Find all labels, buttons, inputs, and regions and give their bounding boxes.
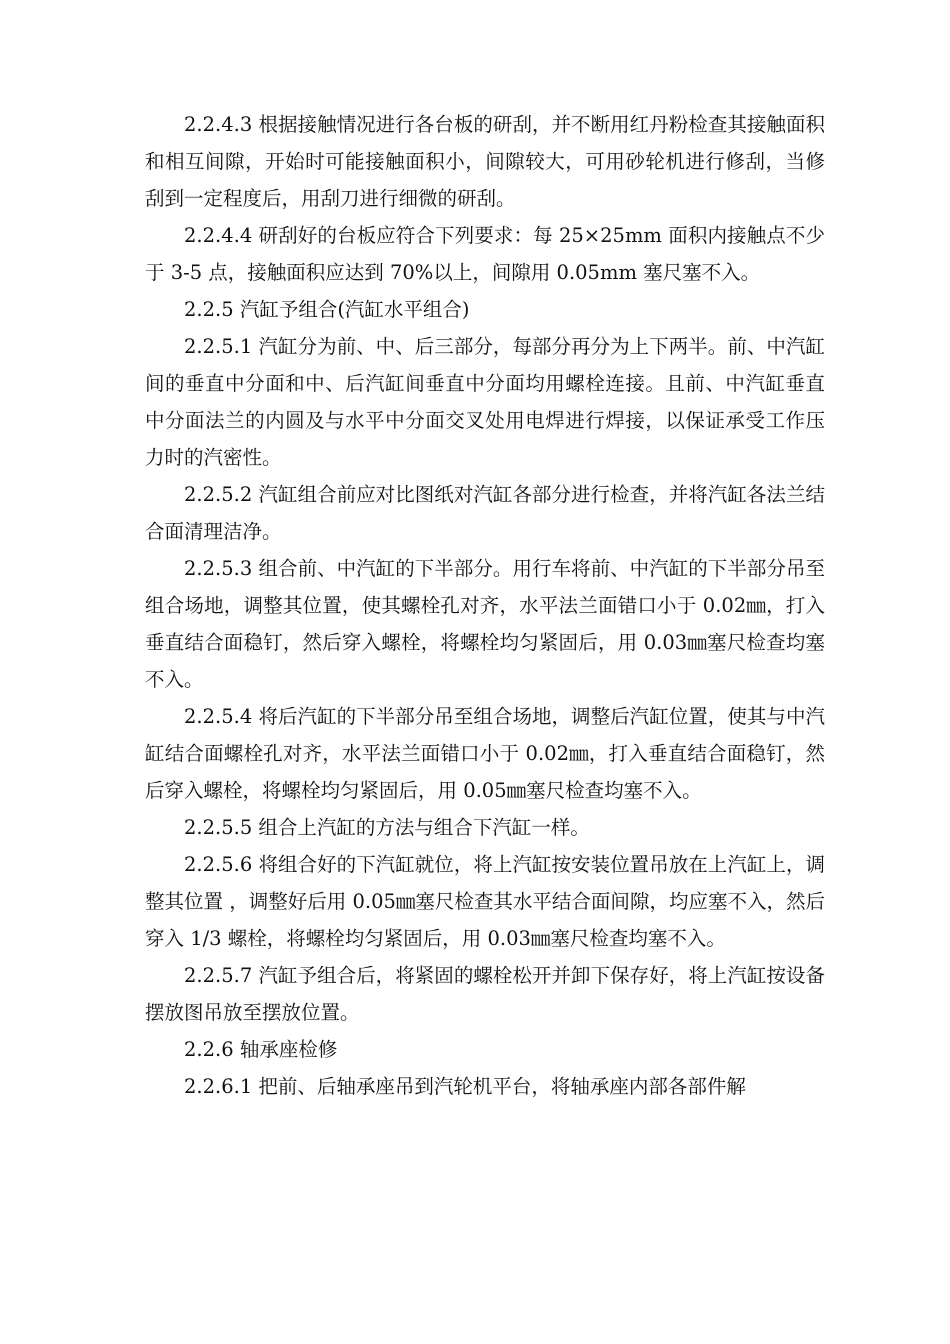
paragraph-2-2-5-2: 2.2.5.2 汽缸组合前应对比图纸对汽缸各部分进行检查，并将汽缸各法兰结合面清理洁净。 [145, 483, 825, 543]
paragraph-2-2-4-4: 2.2.4.4 研刮好的台板应符合下列要求：每 25×25mm 面积内接触点不少于 3-5 点，接触面积应达到 70%以上，间隙用 0.05mm 塞尺塞不入。 [145, 224, 825, 284]
paragraph-2-2-5-6: 2.2.5.6 将组合好的下汽缸就位，将上汽缸按安装位置吊放在上汽缸上，调整其位置 ，调整好后用 0.05㎜塞尺检查其水平结合面间隙，均应塞不入，然后穿入 1/3 螺栓，将螺栓均匀紧固后，用 0.03㎜塞尺检查均塞不入。 [145, 853, 825, 950]
document-body [145, 106, 825, 1105]
paragraph-2-2-5-4: 2.2.5.4 将后汽缸的下半部分吊至组合场地，调整后汽缸位置，使其与中汽缸结合面螺栓孔对齐，水平法兰面错口小于 0.02㎜，打入垂直结合面稳钉，然后穿入螺栓，将螺栓均匀紧固后，用 0.05㎜塞尺检查均塞不入。 [145, 705, 825, 802]
paragraph-2-2-5-3: 2.2.5.3 组合前、中汽缸的下半部分。用行车将前、中汽缸的下半部分吊至组合场地，调整其位置，使其螺栓孔对齐，水平法兰面错口小于 0.02㎜，打入垂直结合面稳钉，然后穿入螺栓，将螺栓均匀紧固后，用 0.03㎜塞尺检查均塞不入。 [145, 557, 825, 691]
paragraph-2-2-4-3: 2.2.4.3 根据接触情况进行各台板的研刮，并不断用红丹粉检查其接触面积和相互间隙，开始时可能接触面积小，间隙较大，可用砂轮机进行修刮，当修刮到一定程度后，用刮刀进行细微的研刮。 [145, 113, 825, 210]
paragraph-2-2-5-5: 2.2.5.5 组合上汽缸的方法与组合下汽缸一样。 [184, 816, 590, 839]
paragraph-2-2-5-7: 2.2.5.7 汽缸予组合后，将紧固的螺栓松开并卸下保存好，将上汽缸按设备摆放图吊放至摆放位置。 [145, 964, 825, 1024]
paragraph-2-2-6-1: 2.2.6.1 把前、后轴承座吊到汽轮机平台，将轴承座内部各部件解 [184, 1075, 746, 1098]
paragraph-2-2-5-1: 2.2.5.1 汽缸分为前、中、后三部分，每部分再分为上下两半。前、中汽缸间的垂直中分面和中、后汽缸间垂直中分面均用螺栓连接。且前、中汽缸垂直中分面法兰的内圆及与水平中分面交叉处用电焊进行焊接，以保证承受工作压力时的汽密性。 [145, 335, 825, 469]
section-heading-2-2-6: 2.2.6 轴承座检修 [184, 1038, 338, 1061]
section-heading-2-2-5: 2.2.5 汽缸予组合(汽缸水平组合) [184, 298, 470, 321]
